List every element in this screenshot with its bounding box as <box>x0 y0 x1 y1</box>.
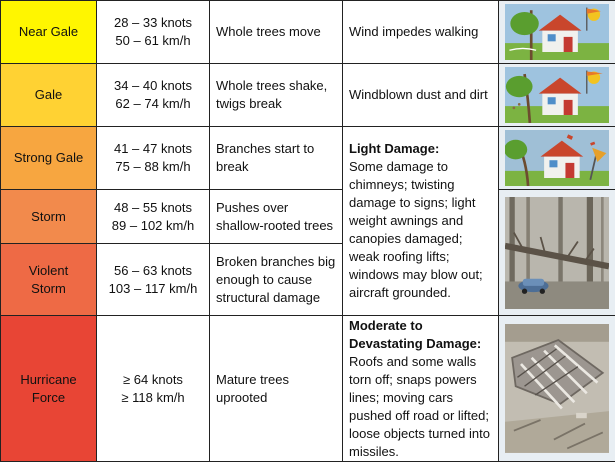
speed-cell: 56 – 63 knots 103 – 117 km/h <box>97 244 210 316</box>
table-row <box>1 127 615 190</box>
house-wind-illustration-icon <box>499 127 615 190</box>
effect-cell: Windblown dust and dirt <box>343 64 499 127</box>
category-storm: Storm <box>1 190 97 244</box>
land-effect-cell: Branches start to break <box>210 127 343 190</box>
devastating-damage-cell <box>343 316 499 462</box>
speed-cell: 34 – 40 knots 62 – 74 km/h <box>97 64 210 127</box>
speed-cell: 48 – 55 knots 89 – 102 km/h <box>97 190 210 244</box>
land-effect-cell: Broken branches big enough to cause structural damage <box>210 244 343 316</box>
category-strong-gale: Strong Gale <box>1 127 97 190</box>
land-effect-cell: Whole trees shake, twigs break <box>210 64 343 127</box>
category-violent-storm: Violent Storm <box>1 244 97 316</box>
devastating-damage-body: Roofs and some walls torn off; snaps powers lines; moving cars pushed off road or lifted; loose objects turned into missiles. <box>349 354 490 459</box>
table-row <box>1 1 615 64</box>
house-wind-illustration-icon <box>499 64 615 127</box>
light-damage-title: Light Damage: <box>349 141 440 156</box>
table-row <box>1 190 615 244</box>
house-wind-illustration-icon <box>499 1 615 64</box>
speed-cell: 41 – 47 knots 75 – 88 km/h <box>97 127 210 190</box>
speed-cell: 28 – 33 knots 50 – 61 km/h <box>97 1 210 64</box>
land-effect-cell: Whole trees move <box>210 1 343 64</box>
light-damage-body: Some damage to chimneys; twisting damage to signs; light weight awnings and canopies damaged; weak roofing lifts; windows may blow out; aircraft grounded. <box>349 159 483 300</box>
destroyed-building-aerial-photo <box>499 316 615 462</box>
speed-cell: ≥ 64 knots ≥ 118 km/h <box>97 316 210 462</box>
category-gale: Gale <box>1 64 97 127</box>
land-effect-cell: Pushes over shallow-rooted trees <box>210 190 343 244</box>
devastating-damage-title: Moderate to Devastating Damage: <box>349 318 482 351</box>
land-effect-cell: Mature trees uprooted <box>210 316 343 462</box>
table-row <box>1 316 615 462</box>
category-near-gale: Near Gale <box>1 1 97 64</box>
effect-cell: Wind impedes walking <box>343 1 499 64</box>
category-hurricane-force: Hurricane Force <box>1 316 97 462</box>
light-damage-cell <box>343 127 499 316</box>
table-row <box>1 64 615 127</box>
fallen-tree-on-car-photo <box>499 190 615 316</box>
